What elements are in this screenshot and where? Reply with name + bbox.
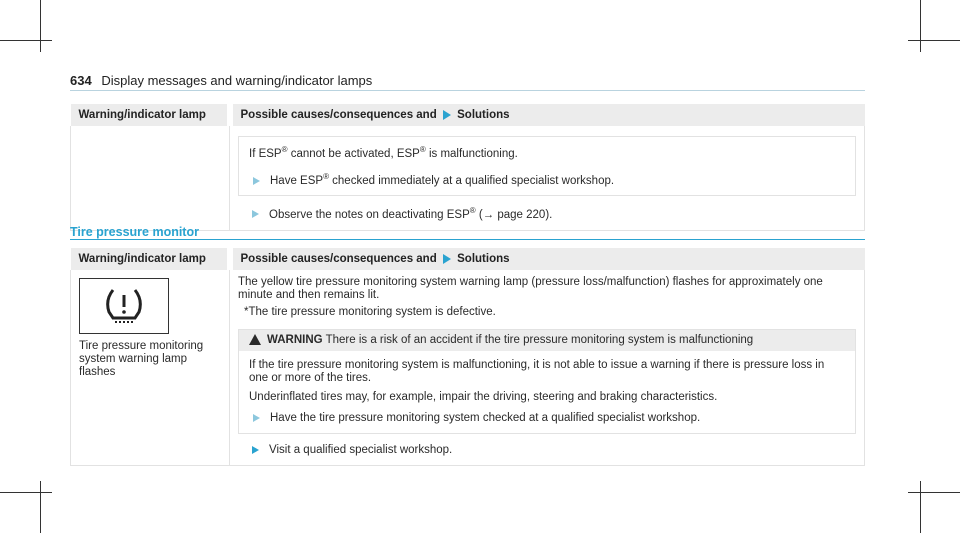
table-header-lamp: Warning/indicator lamp	[71, 248, 230, 270]
crop-mark	[908, 40, 960, 41]
lamp-cell	[71, 126, 230, 231]
crop-mark	[0, 40, 52, 41]
crop-mark	[920, 481, 921, 533]
warning-triangle-icon	[249, 334, 261, 345]
arrow-right-icon	[443, 110, 451, 120]
crop-mark	[0, 492, 52, 493]
warning-header: WARNING There is a risk of an accident if the tire pressure monitoring system is malfunctioning	[239, 330, 855, 351]
solution-cell	[230, 126, 865, 231]
page-number: 634	[70, 73, 92, 88]
esp-table	[70, 104, 865, 231]
warning-body: Underinflated tires may, for example, impair the driving, steering and braking characteristics.	[249, 391, 718, 403]
defect-text: *The tire pressure monitoring system is defective.	[244, 306, 496, 318]
bullet-arrow-icon	[252, 446, 259, 454]
tire-pressure-table	[70, 248, 865, 466]
bullet-arrow-icon	[253, 414, 260, 422]
lamp-behavior-text: The yellow tire pressure monitoring system warning lamp (pressure loss/malfunction) flashes for approximately one minute and then remains lit.	[238, 276, 823, 301]
table-header-solutions: Possible causes/consequences and Solutions	[230, 248, 865, 270]
bullet-arrow-icon	[252, 210, 259, 218]
table-header-lamp: Warning/indicator lamp	[71, 104, 230, 126]
solution-cell	[230, 270, 865, 466]
lamp-cell	[71, 270, 230, 466]
header-divider	[70, 90, 865, 91]
warning-body: If the tire pressure monitoring system is malfunctioning, it is not able to issue a warning if there is pressure loss in one or more of the tires.	[249, 359, 825, 384]
list-item: Have the tire pressure monitoring system checked at a qualified specialist workshop.	[249, 412, 845, 425]
arrow-right-icon	[443, 254, 451, 264]
list-item: Observe the notes on deactivating ESP® (→ page 220).	[248, 206, 856, 221]
crop-mark	[908, 492, 960, 493]
warning-box	[238, 329, 856, 434]
page-title: Display messages and warning/indicator lamps	[101, 73, 373, 88]
page-ref-link[interactable]: page 220).	[494, 208, 553, 221]
page-header	[70, 73, 372, 88]
bullet-arrow-icon	[253, 177, 260, 185]
crop-mark	[920, 0, 921, 52]
crop-mark	[40, 481, 41, 533]
tire-pressure-warning-icon	[79, 278, 169, 334]
section-title: Tire pressure monitor	[70, 225, 199, 239]
crop-mark	[40, 0, 41, 52]
esp-malfunction-text: If ESP® cannot be activated, ESP® is malfunctioning.	[249, 145, 518, 160]
page-ref-arrow-icon: →	[482, 208, 495, 221]
list-item: Have ESP® checked immediately at a qualified specialist workshop.	[249, 172, 845, 187]
esp-malfunction-box	[238, 136, 856, 196]
list-item: Visit a qualified specialist workshop.	[248, 444, 856, 457]
lamp-description: Tire pressure monitoring system warning lamp flashes	[79, 340, 204, 378]
table-header-solutions: Possible causes/consequences and Solutions	[230, 104, 865, 126]
section-divider	[70, 239, 865, 240]
